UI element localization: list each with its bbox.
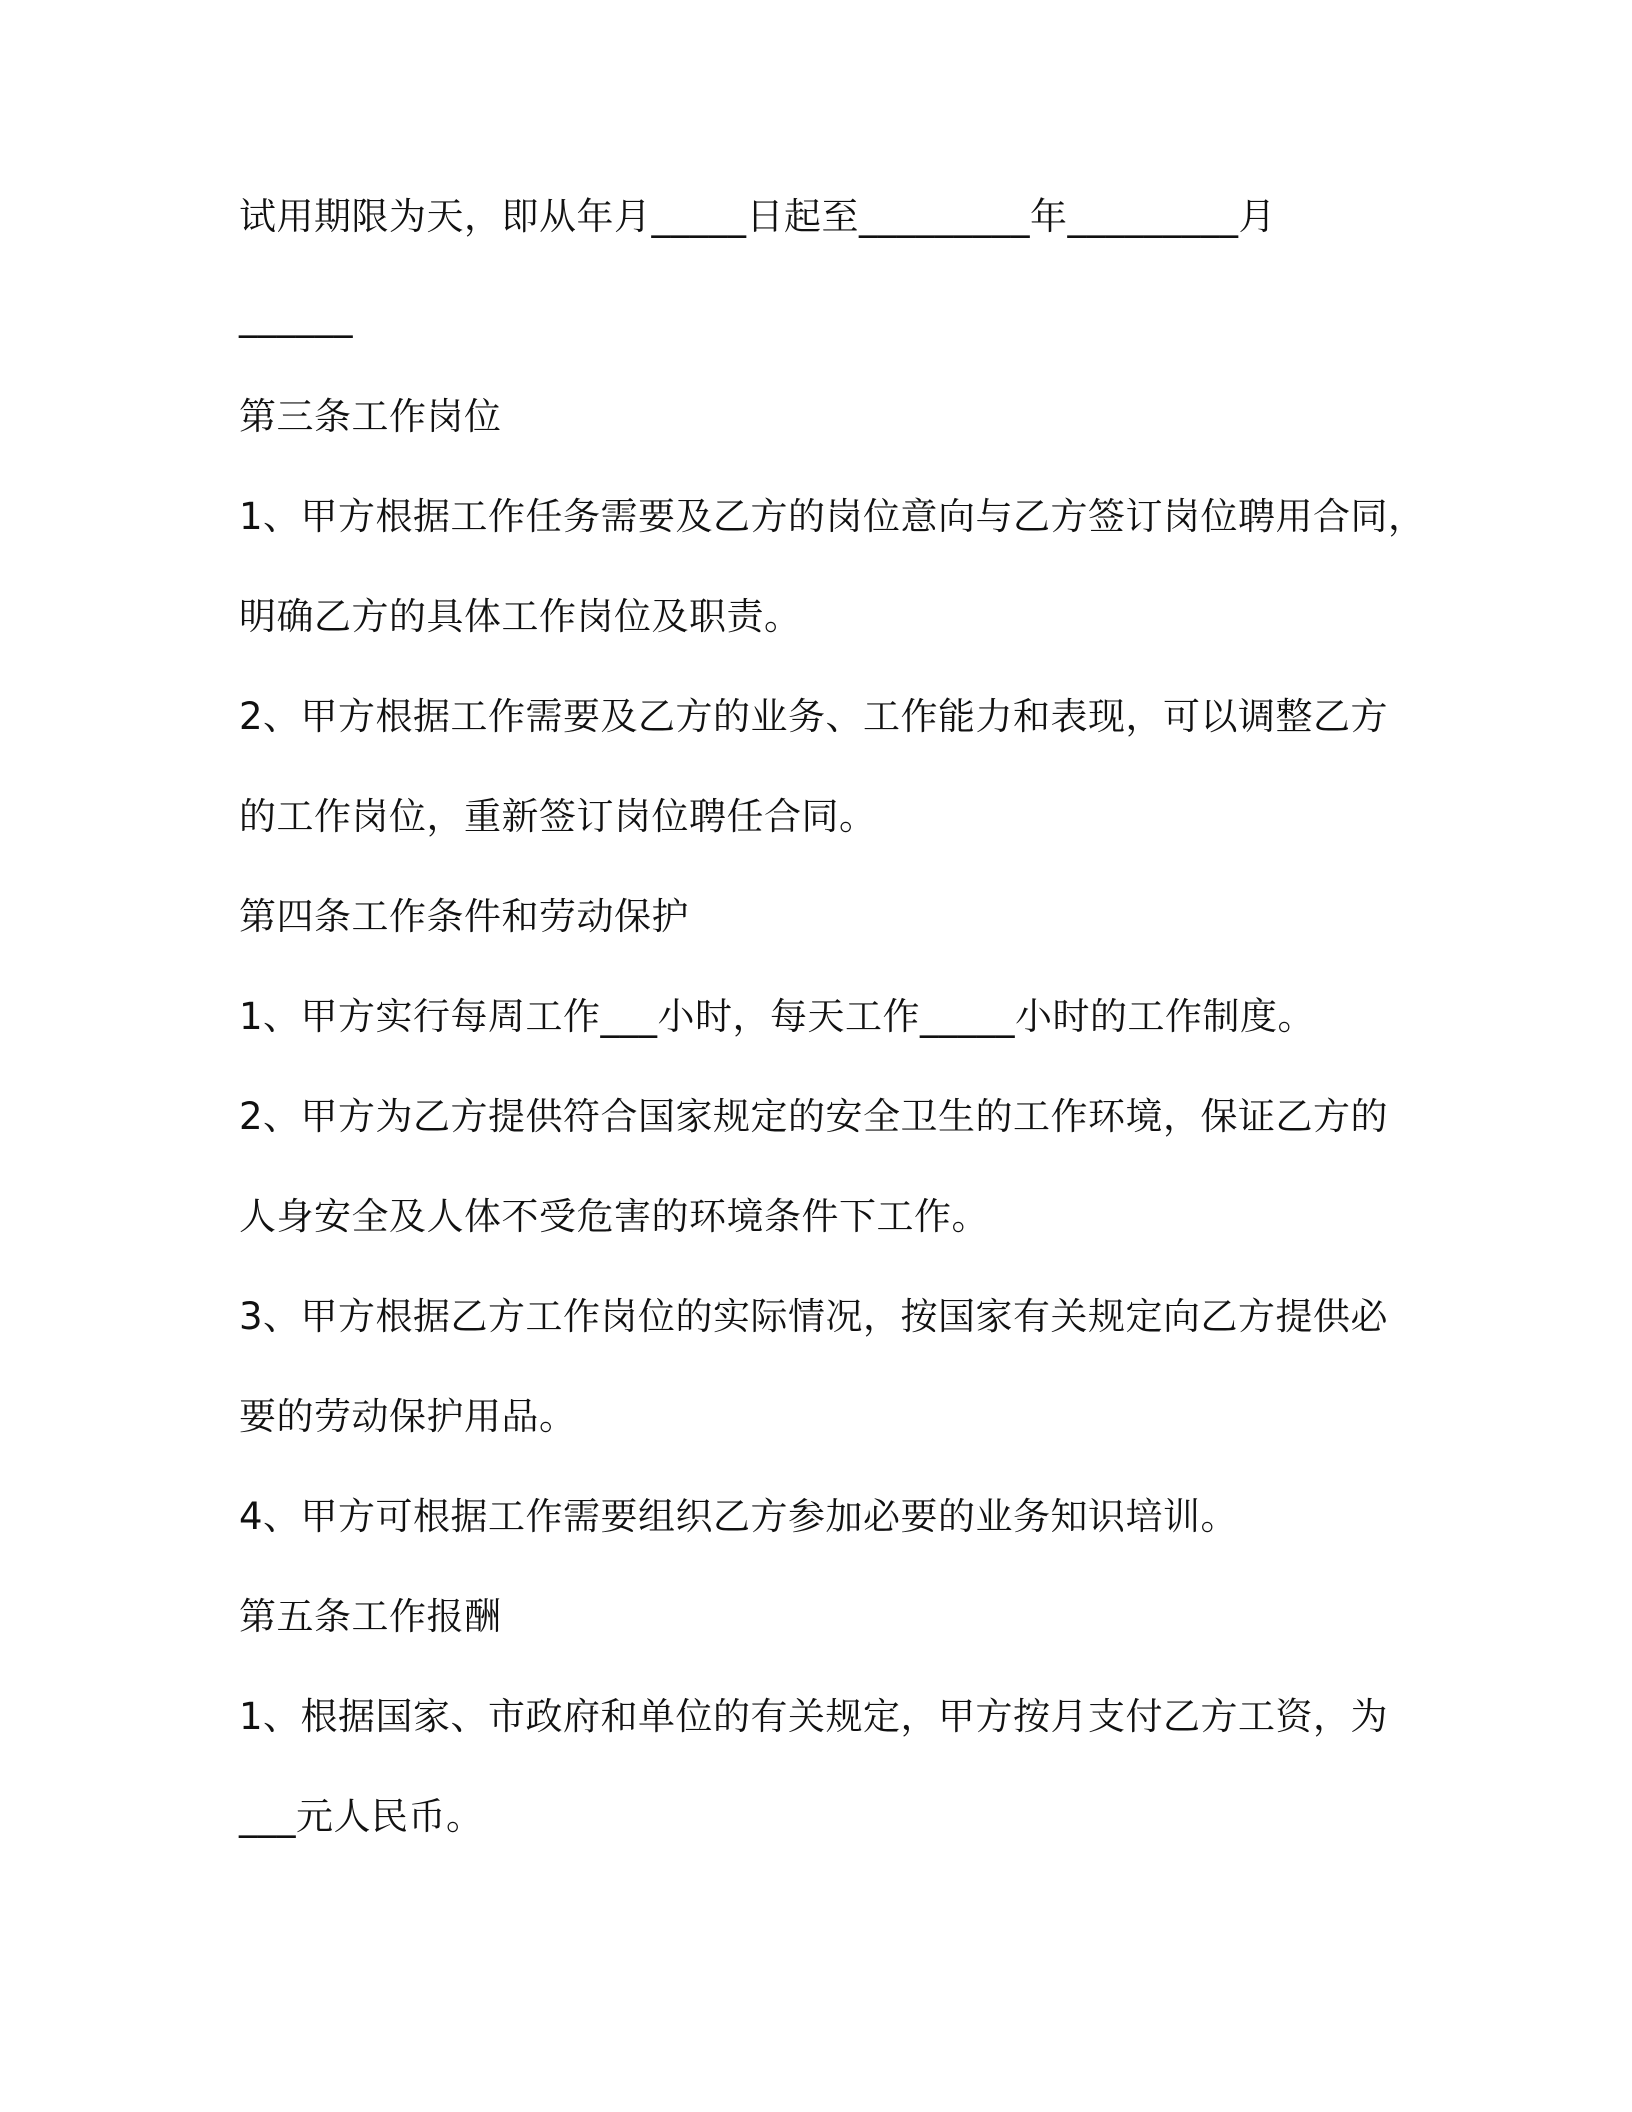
section-4-clause-1: 1、甲方实行每周工作___小时，每天工作_____小时的工作制度。 [239,995,1316,1038]
section-5-clause-1-part-2: ___元人民币。 [239,1795,484,1838]
section-4-clause-2-part-1: 2、甲方为乙方提供符合国家规定的安全卫生的工作环境，保证乙方的 [239,1095,1389,1138]
section-4-clause-4: 4、甲方可根据工作需要组织乙方参加必要的业务知识培训。 [239,1495,1239,1538]
section-3-clause-1-part-2: 明确乙方的具体工作岗位及职责。 [239,595,802,638]
section-4-clause-3-part-1: 3、甲方根据乙方工作岗位的实际情况，按国家有关规定向乙方提供必 [239,1295,1389,1338]
section-4-clause-3-part-2: 要的劳动保护用品。 [239,1395,577,1438]
section-3-clause-1-part-1: 1、甲方根据工作任务需要及乙方的岗位意向与乙方签订岗位聘用合同， [239,495,1426,538]
section-4-heading: 第四条工作条件和劳动保护 [239,895,689,938]
section-3-heading: 第三条工作岗位 [239,395,502,438]
section-4-clause-2-part-2: 人身安全及人体不受危害的环境条件下工作。 [239,1195,989,1238]
section-3-clause-2-part-2: 的工作岗位，重新签订岗位聘任合同。 [239,795,877,838]
section-3-clause-2-part-1: 2、甲方根据工作需要及乙方的业务、工作能力和表现，可以调整乙方 [239,695,1389,738]
blank-underline-line: ______ [239,295,353,338]
section-5-heading: 第五条工作报酬 [239,1595,502,1638]
section-5-clause-1-part-1: 1、根据国家、市政府和单位的有关规定，甲方按月支付乙方工资，为 [239,1695,1389,1738]
probation-period-line: 试用期限为天，即从年月_____日起至_________年_________月 [239,195,1276,238]
